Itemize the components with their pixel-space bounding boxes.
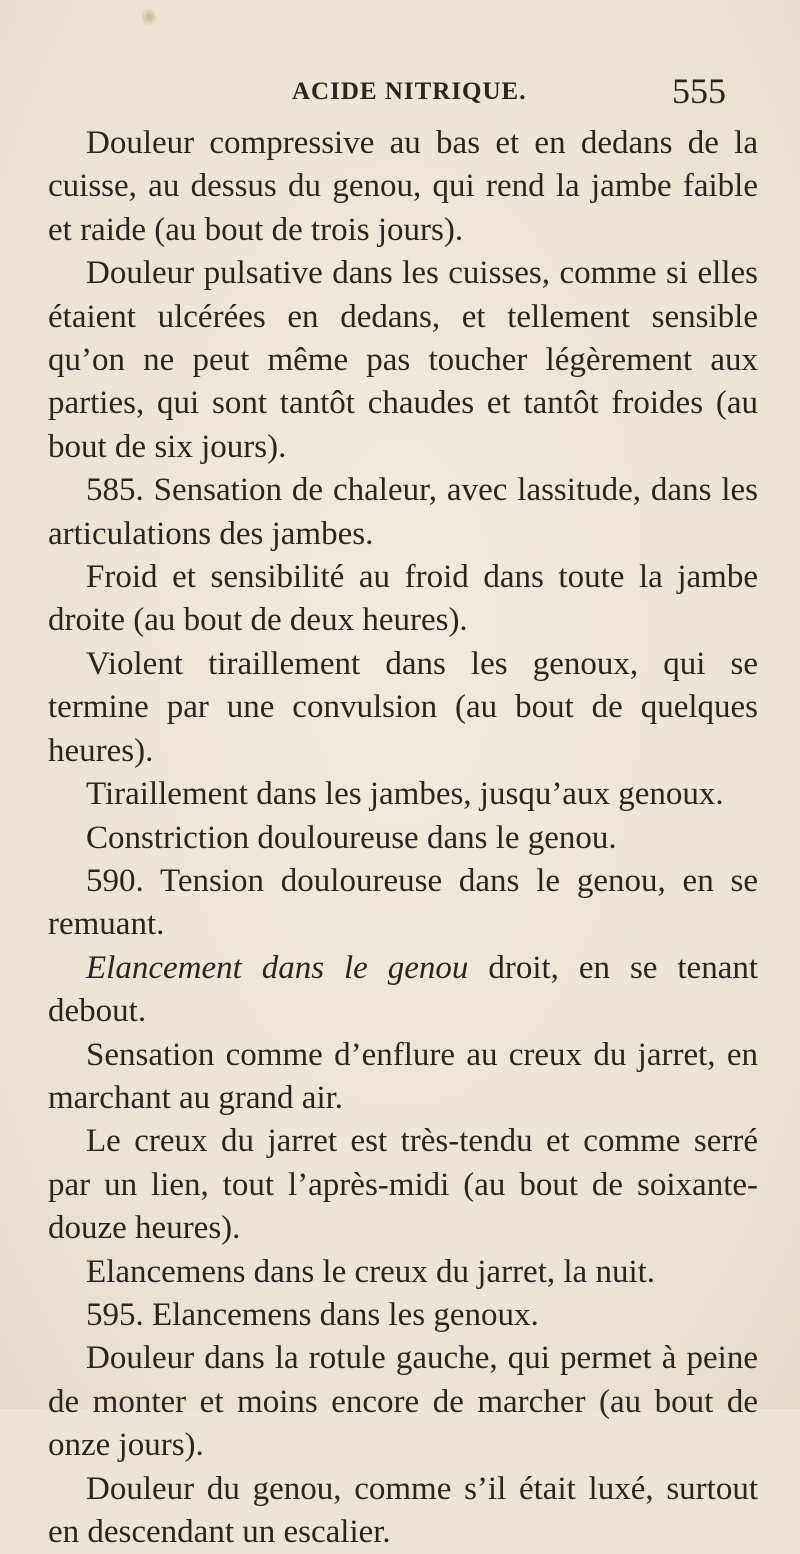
page-header [0, 71, 800, 118]
running-title: ACIDE NITRIQUE. [292, 78, 527, 105]
paragraph: Sensation comme d’enflure au creux du jarret, en marchant au grand air. [48, 1036, 758, 1116]
paragraph: Douleur dans la rotule gauche, qui permet à peine de monter et moins encore de marcher (au bout de onze jours). [48, 1340, 758, 1464]
paragraph: Tiraillement dans les jambes, jusqu’aux genoux. [86, 776, 724, 813]
paragraph-italic [48, 947, 758, 1034]
paragraph-585: 585. Sensation de chaleur, avec lassitude, dans les articulations des jambes. [48, 472, 758, 552]
paragraph-590: 590. Tension douloureuse dans le genou, en se remuant. [48, 862, 758, 943]
italic-lead: Elancement dans le genou [86, 949, 469, 986]
body-text [48, 122, 758, 1554]
paragraph: Elancemens dans le creux du jarret, la nuit. [86, 1253, 656, 1290]
italic-rest: droit, en se tenant debout. [48, 949, 759, 1030]
paragraph-595: 595. Elancemens dans les genoux. [86, 1296, 539, 1333]
paragraph: Violent tiraillement dans les genoux, qui se termine par une convulsion (au bout de quelques heures). [48, 645, 758, 769]
ink-stain [142, 6, 156, 28]
paragraph: Froid et sensibilité au froid dans toute la jambe droite (au bout de deux heures). [48, 559, 758, 639]
paragraph: Douleur compressive au bas et en dedans de la cuisse, au dessus du genou, qui rend la jambe faible et raide (au bout de trois jours). [48, 125, 758, 248]
page-number: 555 [672, 71, 726, 111]
paragraph: Constriction douloureuse dans le genou. [86, 819, 617, 856]
paragraph: Douleur pulsative dans les cuisses, comme si elles étaient ulcérées en dedans, et tellement sensible qu’on ne peut même pas toucher légèrement aux parties, qui sont tantôt chaudes et tantôt froides (au bout de six jours). [48, 255, 758, 465]
paragraph: Douleur du genou, comme s’il était luxé, surtout en descendant un escalier. [48, 1470, 758, 1550]
paragraph: Le creux du jarret est très-tendu et comme serré par un lien, tout l’après-midi (au bout de soixante-douze heures). [48, 1123, 758, 1247]
